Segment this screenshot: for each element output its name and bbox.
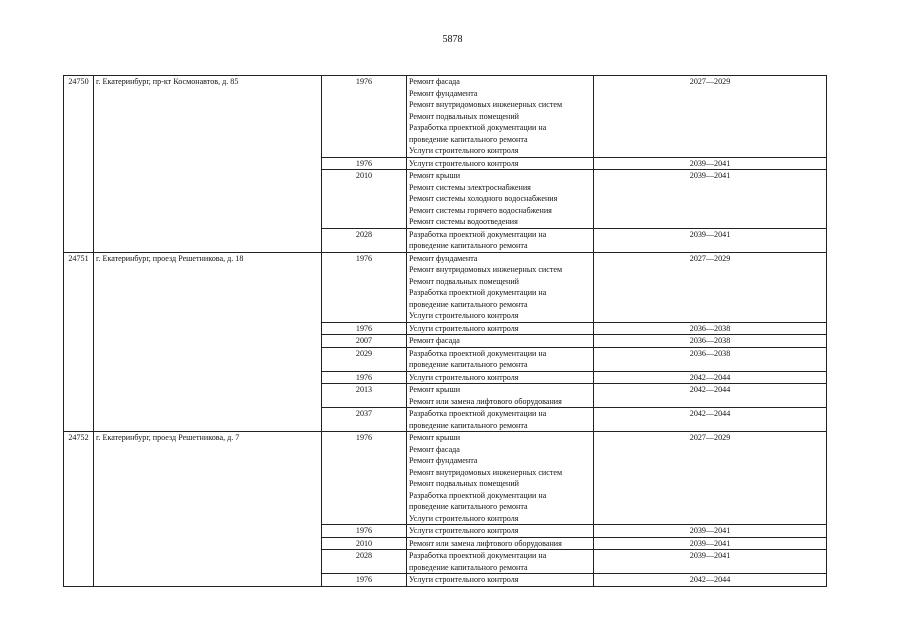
period-cell: 2036—2038 [594, 347, 827, 371]
work-type-line: Ремонт фундамента [409, 253, 478, 263]
building-address-cell: г. Екатеринбург, пр-кт Космонавтов, д. 85 [94, 76, 322, 253]
work-types-cell [407, 335, 594, 348]
period-cell: 2036—2038 [594, 335, 827, 348]
year-cell: 1976 [322, 371, 407, 384]
work-type-line: Ремонт подвальных помещений [409, 276, 520, 286]
year-cell: 2007 [322, 335, 407, 348]
year-cell: 1976 [322, 252, 407, 322]
work-type-line: Услуги строительного контроля [409, 575, 519, 584]
year-cell: 2010 [322, 537, 407, 550]
work-type-line: Ремонт подвальных помещений [409, 479, 520, 488]
period-cell: 2039—2041 [594, 157, 827, 170]
work-type-line: проведение капитального ремонта [409, 360, 528, 369]
period-cell: 2027—2029 [594, 76, 827, 158]
work-type-line: Ремонт подвальных помещений [409, 111, 520, 121]
year-cell: 2029 [322, 347, 407, 371]
page-number: 5878 [442, 34, 463, 45]
period-cell: 2042—2044 [594, 574, 827, 587]
period-cell: 2039—2041 [594, 228, 827, 252]
table-row [64, 432, 827, 525]
work-type-line: Разработка проектной документации на [409, 409, 547, 418]
period-cell: 2027—2029 [594, 432, 827, 525]
work-type-line: Ремонт внутридомовых инженерных систем [409, 100, 563, 109]
work-types-cell [407, 322, 594, 335]
year-cell: 1976 [322, 76, 407, 158]
period-cell: 2039—2041 [594, 525, 827, 538]
work-type-line: Разработка проектной документации на [409, 123, 547, 132]
work-type-line: проведение капитального ремонта [409, 502, 528, 511]
building-id-cell: 24750 [64, 76, 94, 253]
work-type-line: Ремонт или замена лифтового оборудования [409, 396, 562, 406]
work-type-line: Ремонт внутридомовых инженерных систем [409, 265, 563, 274]
work-types-cell [407, 371, 594, 384]
work-type-line: Ремонт системы электроснабжения [409, 182, 531, 192]
work-type-line: Услуги строительного контроля [409, 526, 519, 535]
work-types-cell [407, 347, 594, 371]
work-type-line: Ремонт внутридомовых инженерных систем [409, 467, 563, 477]
period-cell: 2042—2044 [594, 384, 827, 408]
period-cell: 2039—2041 [594, 550, 827, 574]
work-type-line: Ремонт фасада [409, 444, 460, 454]
work-type-line: Услуги строительного контроля [409, 158, 519, 168]
work-type-line: Услуги строительного контроля [409, 513, 519, 523]
work-type-line: Ремонт или замена лифтового оборудования [409, 538, 562, 548]
work-type-line: Разработка проектной документации на [409, 551, 547, 560]
building-id-cell: 24752 [64, 432, 94, 587]
work-types-cell [407, 76, 594, 158]
year-cell: 1976 [322, 432, 407, 525]
period-cell: 2042—2044 [594, 371, 827, 384]
work-types-cell [407, 408, 594, 432]
period-cell: 2027—2029 [594, 252, 827, 322]
work-type-line: проведение капитального ремонта [409, 562, 528, 572]
work-type-line: Услуги строительного контроля [409, 311, 519, 320]
building-address-cell: г. Екатеринбург, проезд Решетникова, д. 18 [94, 252, 322, 432]
work-type-line: Разработка проектной документации на [409, 229, 547, 239]
work-types-cell [407, 157, 594, 170]
year-cell: 2013 [322, 384, 407, 408]
table-body [64, 76, 827, 587]
work-types-cell [407, 550, 594, 574]
period-cell: 2042—2044 [594, 408, 827, 432]
work-types-cell [407, 432, 594, 525]
work-type-line: Услуги строительного контроля [409, 372, 519, 382]
work-type-line: проведение капитального ремонта [409, 299, 528, 309]
period-cell: 2039—2041 [594, 537, 827, 550]
work-type-line: Ремонт системы водоотведения [409, 217, 518, 226]
work-type-line: Ремонт крыши [409, 433, 461, 442]
building-id-cell: 24751 [64, 252, 94, 432]
work-types-cell [407, 252, 594, 322]
period-cell: 2036—2038 [594, 322, 827, 335]
work-type-line: Ремонт фундамента [409, 88, 478, 98]
year-cell: 1976 [322, 322, 407, 335]
work-type-line: Ремонт крыши [409, 385, 461, 394]
year-cell: 2037 [322, 408, 407, 432]
work-type-line: Ремонт системы холодного водоснабжения [409, 194, 558, 203]
work-type-line: Услуги строительного контроля [409, 323, 519, 333]
work-type-line: Разработка проектной документации на [409, 288, 547, 297]
year-cell: 1976 [322, 525, 407, 538]
table-row [64, 76, 827, 158]
work-types-cell [407, 384, 594, 408]
work-type-line: проведение капитального ремонта [409, 420, 528, 430]
work-types-cell [407, 525, 594, 538]
building-address-cell: г. Екатеринбург, проезд Решетникова, д. 7 [94, 432, 322, 587]
period-cell: 2039—2041 [594, 170, 827, 229]
work-type-line: Разработка проектной документации на [409, 348, 547, 358]
year-cell: 2028 [322, 228, 407, 252]
work-type-line: Ремонт фасада [409, 336, 460, 345]
work-types-cell [407, 537, 594, 550]
work-type-line: Ремонт крыши [409, 171, 461, 180]
year-cell: 2010 [322, 170, 407, 229]
work-types-cell [407, 170, 594, 229]
year-cell: 1976 [322, 574, 407, 587]
year-cell: 2028 [322, 550, 407, 574]
capital-repair-table [63, 75, 827, 587]
year-cell: 1976 [322, 157, 407, 170]
work-type-line: Услуги строительного контроля [409, 146, 519, 155]
work-types-cell [407, 228, 594, 252]
work-type-line: Ремонт фасада [409, 77, 460, 86]
work-type-line: проведение капитального ремонта [409, 241, 528, 250]
work-type-line: Ремонт фундамента [409, 456, 478, 465]
table-row [64, 252, 827, 322]
work-type-line: Разработка проектной документации на [409, 490, 547, 500]
work-types-cell [407, 574, 594, 587]
work-type-line: проведение капитального ремонта [409, 134, 528, 144]
work-type-line: Ремонт системы горячего водоснабжения [409, 205, 552, 215]
